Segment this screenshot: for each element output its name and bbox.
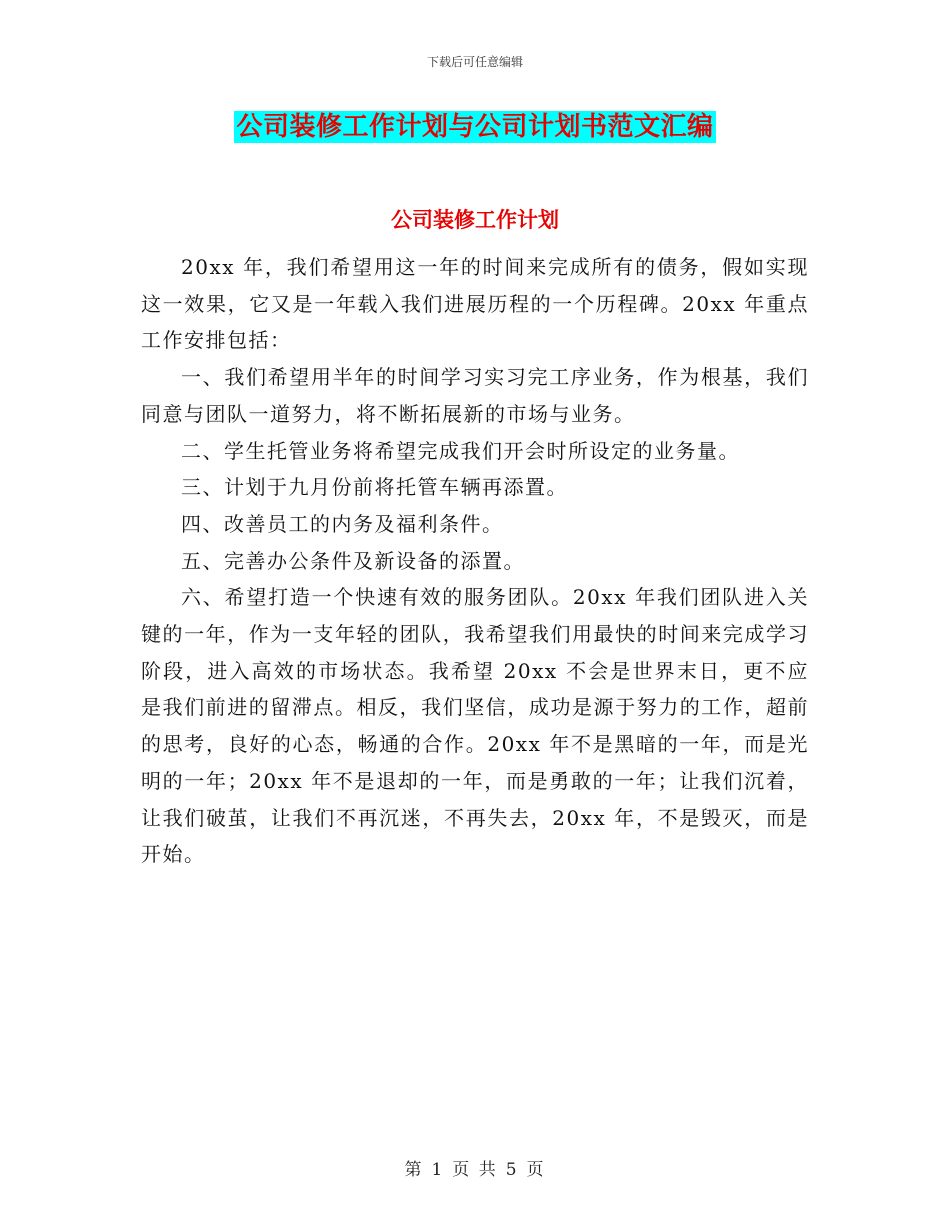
paragraph-item-4: 四、改善员工的内务及福利条件。 xyxy=(181,511,504,536)
footer-mid: 页 共 xyxy=(452,1160,498,1180)
document-title-container xyxy=(0,111,950,143)
paragraph-intro: 20xx 年，我们希望用这一年的时间来完成所有的债务，假如实现这一效果，它又是一年载入我们进展历程的一个历程碑。20xx 年重点工作安排包括： xyxy=(141,255,809,353)
document-title: 公司装修工作计划与公司计划书范文汇编 xyxy=(236,112,714,142)
paragraph-item-5: 五、完善办公条件及新设备的添置。 xyxy=(181,548,525,573)
paragraph-item-2: 二、学生托管业务将希望完成我们开会时所设定的业务量。 xyxy=(181,438,740,463)
paragraph-item-3: 三、计划于九月份前将托管车辆再添置。 xyxy=(181,475,568,500)
page-footer xyxy=(0,1155,950,1180)
paragraph-item-1: 一、我们希望用半年的时间学习实习完工序业务，作为根基，我们同意与团队一道努力，将不断拓展新的市场与业务。 xyxy=(141,365,809,426)
footer-suffix: 页 xyxy=(526,1160,546,1180)
paragraph-item-6: 六、希望打造一个快速有效的服务团队。20xx 年我们团队进入关键的一年，作为一支年轻的团队，我希望我们用最快的时间来完成学习阶段，进入高效的市场状态。我希望 20xx 不会是世界末日，更不应是我们前进的留滞点。相反，我们坚信，成功是源于努力的工作，超前的思考，良好的心态，畅通的合作。20xx 年不是黑暗的一年，而是光明的一年；20xx 年不是退却的一年，而是勇敢的一年；让我们沉着，让我们破茧，让我们不再沉迷，不再失去，20xx 年，不是毁灭，而是开始。 xyxy=(141,585,809,867)
header-note: 下载后可任意编辑 xyxy=(426,55,523,69)
footer-prefix: 第 xyxy=(404,1160,424,1180)
footer-page-number: 1 xyxy=(431,1160,445,1180)
document-body xyxy=(141,249,809,873)
footer-total-pages: 5 xyxy=(505,1160,519,1180)
section-title: 公司装修工作计划 xyxy=(391,208,559,232)
